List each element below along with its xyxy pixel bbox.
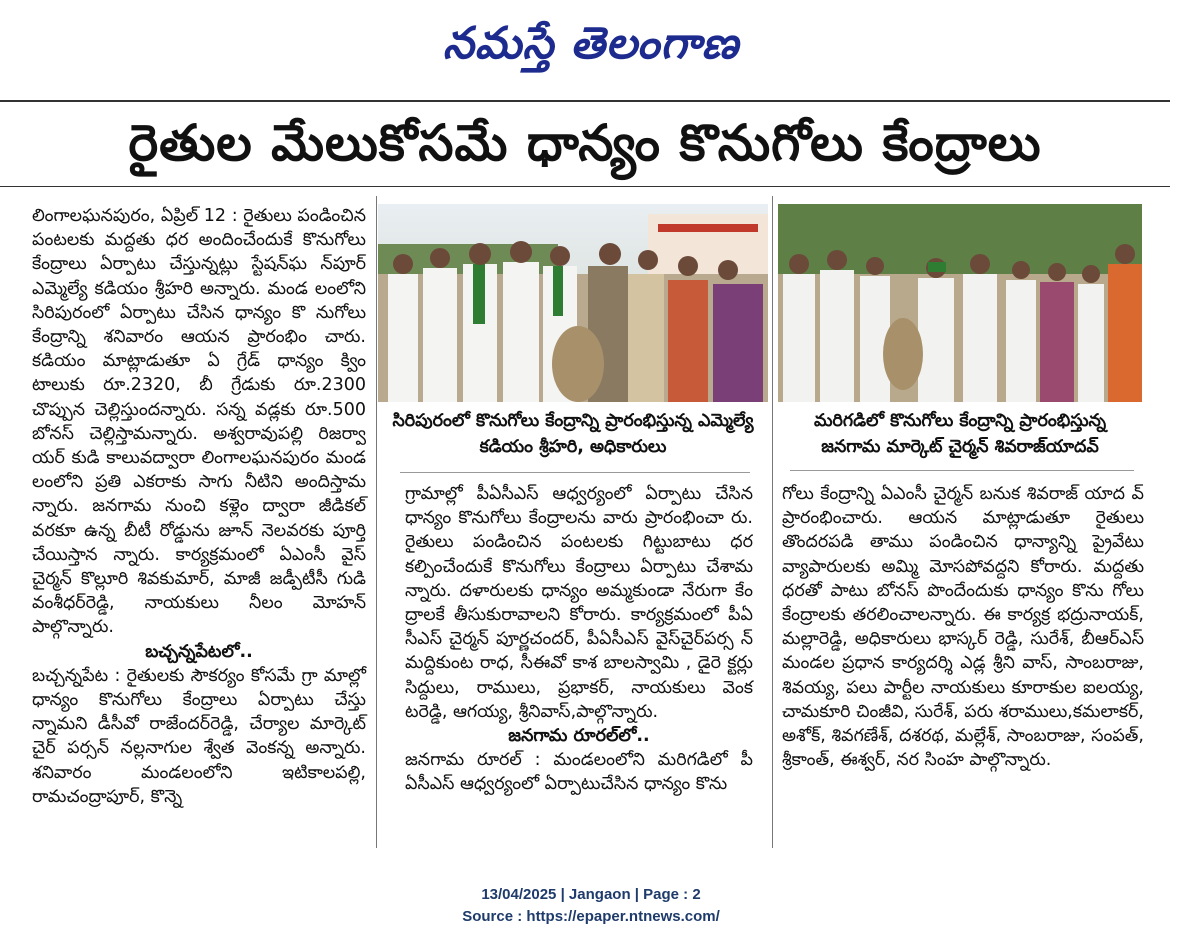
photo-caption-1: సిరిపురంలో కొనుగోలు కేంద్రాన్ని ప్రారంభిస్తున్న ఎమ్మెల్యే కడియం శ్రీహరి, అధికారులు xyxy=(392,411,754,457)
paragraph: గోలు కేంద్రాన్ని ఏఎంసీ చైర్మన్ బనుక శివరాజ్ యాద వ్ ప్రారంభించారు. ఆయన మాట్లాడుతూ రైతులు తొందరపడి తాము పండించిన ధాన్యాన్ని ప్రైవేటు వ్యాపారులకు అమ్మి మోసపోవద్దని కోరారు. మద్దతు ధరతో పాటు బోనస్ పొందేందుకు ధాన్యం కొను గోలు కేంద్రాలకు తరలించాలన్నారు. ఈ కార్యక్ర భద్రునాయక్, మల్లారెడ్డి, అధికారులు భాస్కర్ రెడ్డి, సురేశ్, బీఆర్ఎస్ మండల ప్రధాన కార్యదర్శి ఎడ్ల శ్రీని వాస్, సాంబరాజు, శివయ్య, పలు పార్టీల నాయకులు కూరాకుల ఐలయ్య, చామకూరి చింజీవి, సురేశ్, పరు శరాములు,కమలాకర్, అశోక్, శివగణేశ్, దశరథ, మల్లేశ్, సాంబరాజు, సంపత్, శ్రీకాంత్, ఈశ్వర్, నర సింహ పాల్గొన్నారు. xyxy=(782,484,1144,771)
article-column-3 xyxy=(782,482,1144,772)
page-footer xyxy=(0,884,1182,928)
column-divider xyxy=(772,196,773,848)
masthead-rule xyxy=(0,100,1170,102)
article-column-2 xyxy=(405,482,753,797)
subheading: జనగామ రూరల్‌లో.. xyxy=(508,726,650,747)
photo-siripuram-event xyxy=(378,204,768,402)
paragraph: బచ్చన్నపేట : రైతులకు సౌకర్యం కోసమే గ్రా మాల్లో ధాన్యం కొనుగోలు కేంద్రాలు ఏర్పాటు చేస్తు న్నామని డీసీవో రాజేందర్‌రెడ్డి, చేర్యాల మార్కెట్ చైర్ పర్సన్ నల్లనాగుల శ్వేత వెంకన్న అన్నారు. శనివారం మండలంలోని ఇటికాలపల్లి, రామచంద్రాపూర్, కొన్నె xyxy=(32,665,366,807)
article-headline: రైతుల మేలుకోసమే ధాన్యం కొనుగోలు కేంద్రాలు xyxy=(128,114,1042,172)
masthead xyxy=(0,6,1182,82)
paragraph: గ్రామాల్లో పీఏసీఎస్ ఆధ్వర్యంలో ఏర్పాటు చేసిన ధాన్యం కొనుగోలు కేంద్రాలను వారు ప్రారంభించా రు. రైతులు పండించిన పంటలకు గిట్టుబాటు ధర కల్పించేందుకే కొనుగోలు కేంద్రాలు ఏర్పాటు చేశామ న్నారు. దళారులకు ధాన్యం అమ్మకుండా నేరుగా కేం ద్రాలకే తీసుకురావాలని కోరారు. కార్యక్రమంలో పీఏ సీఎస్ చైర్మన్ పూర్ణచందర్, పీఏసీఎస్ వైస్‌చైర్‌పర్స న్ మద్దికుంట రాధ, సీఈవో కాశ బాలస్వామి , డైరె క్టర్లు సిద్దులు, రాములు, ప్రభాకర్, నాయకులు వెంక టరెడ్డి, ఆగయ్య, శ్రీనివాస్,పాల్గొన్నారు. xyxy=(405,484,753,722)
subheading: బచ్చన్నపేటలో.. xyxy=(145,641,253,662)
photo-marigadi-event xyxy=(778,204,1142,402)
newspaper-logo: నమస్తే తెలంగాణ xyxy=(442,18,740,69)
source-link[interactable]: Source : https://epaper.ntnews.com/ xyxy=(462,908,720,925)
article-column-1 xyxy=(32,204,366,809)
edition-info: 13/04/2025 | Jangaon | Page : 2 xyxy=(481,886,701,903)
caption-rule xyxy=(400,472,750,473)
paragraph: లింగాలఘనపురం, ఏప్రిల్ 12 : రైతులు పండించిన పంటలకు మద్దతు ధర అందించేందుకే కొనుగోలు కేంద్రాలు ఏర్పాటు చేస్తున్నట్లు స్టేషన్‌ఘ న్‌పూర్ ఎమ్మెల్యే కడియం శ్రీహరి అన్నారు. మండ లంలోని సిరిపురంలో ఏర్పాటు చేసిన ధాన్యం కొ నుగోలు కేంద్రాన్ని శనివారం ఆయన ప్రారంభిం చారు. కడియం మాట్లాడుతూ ఏ గ్రేడ్ ధాన్యం క్విం టాలుకు రూ.2320, బీ గ్రేడుకు రూ.2300 చొప్పున చెల్లిస్తుందన్నారు. సన్న వడ్లకు రూ.500 బోనస్ చెల్లిస్తామన్నారు. అశ్వరావుపల్లి రిజర్వా యర్ కుడి కాలువద్వారా లింగాలఘనపురం మండ లంలోని ప్రతి ఎకరాకు సాగు నీటిని అందిస్తామ న్నారు. జనగామ నుంచి కళ్లెం ద్వారా జీడికల్ వరకూ ఉన్న బీటీ రోడ్డును జూన్ నెలవరకు పూర్తి చేయిస్తాన న్నారు. కార్యక్రమంలో ఏఎంసీ వైస్ చైర్మన్ కొల్లూరి శివకుమార్, మాజీ జడ్పీటీసీ గుడి వంశీధర్‌రెడ్డి, నాయకులు నీలం మోహన్ పాల్గొన్నారు. xyxy=(32,206,366,638)
column-divider xyxy=(376,196,377,848)
caption-rule xyxy=(790,470,1134,471)
photo-caption-2: మరిగడిలో కొనుగోలు కేంద్రాన్ని ప్రారంభిస్తున్న జనగామ మార్కెట్ చైర్మన్ శివరాజ్‌యాదవ్ xyxy=(813,411,1107,457)
headline-rule xyxy=(0,186,1170,187)
paragraph: జనగామ రూరల్ : మండలంలోని మరిగడిలో పీ ఏసీఎస్ ఆధ్వర్యంలో ఏర్పాటుచేసిన ధాన్యం కొను xyxy=(405,750,753,795)
